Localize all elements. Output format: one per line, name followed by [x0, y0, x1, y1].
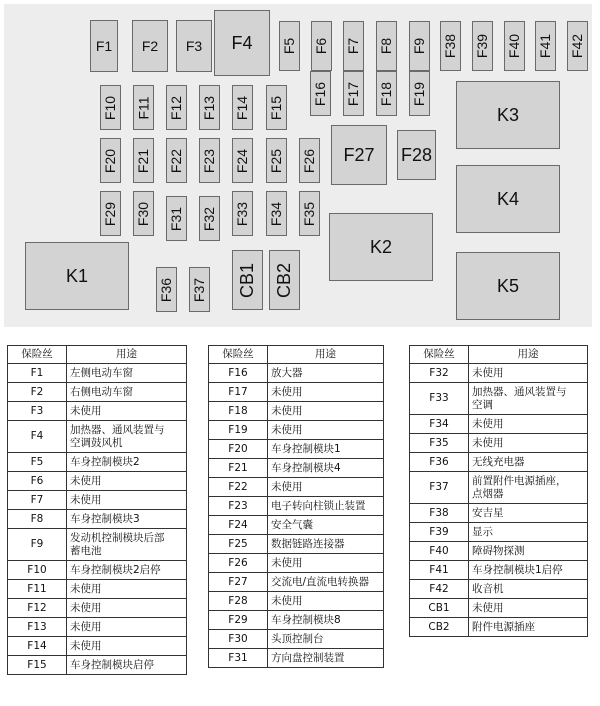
fuse-f42: [567, 21, 588, 71]
fuse-label: F21: [135, 148, 152, 173]
fuse-id-cell: F32: [410, 364, 469, 383]
fuse-id-cell: F20: [209, 440, 268, 459]
fuse-id-cell: F4: [8, 421, 67, 453]
fuse-usage-cell: 未使用: [469, 434, 588, 453]
table-row: [8, 453, 187, 472]
fuse-usage-cell: 前置附件电源插座， 点烟器: [469, 472, 588, 504]
table-row: [410, 561, 588, 580]
fuse-usage-cell: 放大器: [268, 364, 384, 383]
table-row: [209, 649, 384, 668]
fuse-f2: [132, 20, 168, 72]
fuse-id-cell: F8: [8, 510, 67, 529]
fuse-label: F6: [313, 37, 330, 55]
fuse-label: F36: [158, 277, 175, 302]
fuse-f31: [166, 196, 187, 241]
fuse-id-cell: F37: [410, 472, 469, 504]
table-row: [410, 472, 588, 504]
fuse-usage-cell: 车身控制模块1: [268, 440, 384, 459]
fuse-table-3: [409, 345, 588, 637]
fuse-f41: [535, 21, 556, 71]
table-row: [8, 529, 187, 561]
table-row: [209, 459, 384, 478]
fuse-id-cell: F15: [8, 656, 67, 675]
table-row: [209, 573, 384, 592]
fuse-usage-cell: 头顶控制台: [268, 630, 384, 649]
fuse-usage-cell: 发动机控制模块后部 蓄电池: [67, 529, 187, 561]
fuse-label: F5: [281, 37, 298, 55]
fuse-f39: [472, 21, 493, 71]
fuse-usage-cell: 车身控制模块2启停: [67, 561, 187, 580]
fuse-usage-cell: 未使用: [67, 599, 187, 618]
column-header-fuse: 保险丝: [209, 346, 268, 364]
fuse-f17: [343, 71, 364, 116]
fuse-f24: [232, 138, 253, 183]
fuse-f22: [166, 138, 187, 183]
fuse-f10: [100, 85, 121, 130]
fuse-id-cell: F41: [410, 561, 469, 580]
table-row: [8, 561, 187, 580]
fuse-label: CB2: [274, 262, 295, 298]
fuse-f7: [343, 21, 364, 71]
table-row: [209, 592, 384, 611]
fuse-label: F11: [135, 95, 152, 120]
fuse-label: F20: [102, 148, 119, 173]
fuse-label: F7: [345, 37, 362, 55]
fuse-id-cell: F21: [209, 459, 268, 478]
fuse-usage-cell: 安吉星: [469, 504, 588, 523]
column-header-usage: 用途: [268, 346, 384, 364]
fuse-id-cell: F18: [209, 402, 268, 421]
fuse-id-cell: F22: [209, 478, 268, 497]
fuse-label: F30: [135, 201, 152, 226]
fuse-cb1: [232, 250, 263, 310]
fuse-usage-cell: 车身控制模块4: [268, 459, 384, 478]
fuse-label: F1: [95, 38, 113, 54]
fuse-usage-cell: 车身控制模块8: [268, 611, 384, 630]
fuse-usage-cell: 方向盘控制装置: [268, 649, 384, 668]
fuse-f33: [232, 191, 253, 236]
table-row: [8, 656, 187, 675]
relay-label: K2: [369, 236, 393, 257]
table-row: [209, 535, 384, 554]
fuse-label: F31: [168, 206, 185, 231]
fuse-usage-cell: 车身控制模块3: [67, 510, 187, 529]
fuse-id-cell: CB1: [410, 599, 469, 618]
table-row: [209, 554, 384, 573]
fuse-id-cell: F11: [8, 580, 67, 599]
fuse-label: F34: [268, 201, 285, 226]
fuse-usage-cell: 未使用: [469, 415, 588, 434]
relay-label: K5: [496, 275, 520, 296]
fuse-label: F19: [411, 81, 428, 106]
fuse-usage-cell: 未使用: [268, 383, 384, 402]
relay-k1: [25, 242, 129, 310]
fuse-label: F22: [168, 148, 185, 173]
fuse-label: F38: [442, 33, 459, 59]
fuse-usage-cell: 未使用: [268, 592, 384, 611]
fuse-usage-cell: 障碍物探测: [469, 542, 588, 561]
fuse-f1: [90, 20, 118, 72]
table-row: [209, 402, 384, 421]
fuse-label: F35: [301, 201, 318, 226]
fuse-id-cell: F30: [209, 630, 268, 649]
table-row: [8, 510, 187, 529]
fuse-id-cell: F5: [8, 453, 67, 472]
fuse-label: F29: [102, 201, 119, 226]
table-row: [8, 402, 187, 421]
fuse-usage-cell: 右侧电动车窗: [67, 383, 187, 402]
fuse-f4: [214, 10, 270, 76]
table-row: [410, 599, 588, 618]
fuse-id-cell: F12: [8, 599, 67, 618]
table-row: [209, 478, 384, 497]
table-header-row: [8, 346, 187, 364]
relay-k4: [456, 165, 560, 233]
fuse-f14: [232, 85, 253, 130]
fuse-f13: [199, 85, 220, 130]
fuse-usage-cell: 未使用: [67, 637, 187, 656]
fuse-id-cell: F3: [8, 402, 67, 421]
fuse-label: F27: [343, 144, 375, 165]
fuse-f19: [409, 71, 430, 116]
fuse-id-cell: F29: [209, 611, 268, 630]
fuse-f35: [299, 191, 320, 236]
fuse-box-diagram: [4, 4, 592, 327]
table-row: [410, 383, 588, 415]
fuse-f26: [299, 138, 320, 183]
fuse-id-cell: F39: [410, 523, 469, 542]
relay-label: K1: [65, 265, 89, 286]
fuse-label: F13: [201, 95, 218, 120]
fuse-usage-cell: 加热器、通风装置与 空调: [469, 383, 588, 415]
fuse-f8: [376, 21, 397, 71]
fuse-usage-cell: 数据链路连接器: [268, 535, 384, 554]
fuse-f11: [133, 85, 154, 130]
table-row: [8, 618, 187, 637]
fuse-f25: [266, 138, 287, 183]
relay-label: K4: [496, 188, 520, 209]
fuse-f23: [199, 138, 220, 183]
fuse-id-cell: F33: [410, 383, 469, 415]
fuse-id-cell: F6: [8, 472, 67, 491]
fuse-usage-cell: 未使用: [268, 402, 384, 421]
fuse-usage-cell: 未使用: [67, 618, 187, 637]
fuse-label: F9: [411, 37, 428, 55]
fuse-table-1: [7, 345, 187, 675]
fuse-id-cell: F17: [209, 383, 268, 402]
fuse-label: F24: [234, 148, 251, 173]
fuse-id-cell: F25: [209, 535, 268, 554]
table-row: [8, 599, 187, 618]
fuse-id-cell: F1: [8, 364, 67, 383]
fuse-id-cell: F31: [209, 649, 268, 668]
fuse-usage-cell: 显示: [469, 523, 588, 542]
fuse-f18: [376, 71, 397, 116]
fuse-usage-cell: 车身控制模块1启停: [469, 561, 588, 580]
table-row: [410, 504, 588, 523]
fuse-f6: [311, 21, 332, 71]
table-row: [209, 440, 384, 459]
fuse-label: F32: [201, 206, 218, 231]
column-header-fuse: 保险丝: [410, 346, 469, 364]
fuse-f37: [189, 267, 210, 312]
table-row: [8, 364, 187, 383]
table-row: [209, 364, 384, 383]
fuse-label: CB1: [237, 262, 258, 298]
fuse-usage-cell: 收音机: [469, 580, 588, 599]
fuse-usage-cell: 未使用: [67, 491, 187, 510]
fuse-f9: [409, 21, 430, 71]
fuse-f21: [133, 138, 154, 183]
fuse-id-cell: F2: [8, 383, 67, 402]
fuse-usage-cell: 附件电源插座: [469, 618, 588, 637]
fuse-f32: [199, 196, 220, 241]
fuse-label: F17: [345, 81, 362, 106]
fuse-label: F16: [312, 81, 329, 106]
table-row: [209, 611, 384, 630]
fuse-id-cell: CB2: [410, 618, 469, 637]
relay-k2: [329, 213, 433, 281]
fuse-f40: [504, 21, 525, 71]
fuse-id-cell: F42: [410, 580, 469, 599]
table-row: [8, 637, 187, 656]
fuse-id-cell: F9: [8, 529, 67, 561]
table-row: [209, 497, 384, 516]
fuse-f20: [100, 138, 121, 183]
table-row: [410, 542, 588, 561]
fuse-label: F18: [378, 81, 395, 106]
table-header-row: [209, 346, 384, 364]
table-row: [410, 453, 588, 472]
fuse-label: F23: [201, 148, 218, 173]
column-header-usage: 用途: [469, 346, 588, 364]
fuse-id-cell: F24: [209, 516, 268, 535]
fuse-usage-cell: 左侧电动车窗: [67, 364, 187, 383]
fuse-id-cell: F38: [410, 504, 469, 523]
table-row: [410, 523, 588, 542]
fuse-usage-cell: 交流电/直流电转换器: [268, 573, 384, 592]
table-row: [209, 421, 384, 440]
fuse-label: F4: [231, 32, 253, 53]
fuse-usage-cell: 未使用: [469, 364, 588, 383]
fuse-f28: [397, 130, 436, 180]
fuse-id-cell: F34: [410, 415, 469, 434]
fuse-cb2: [269, 250, 300, 310]
fuse-label: F3: [185, 38, 203, 54]
fuse-usage-cell: 安全气囊: [268, 516, 384, 535]
relay-k5: [456, 252, 560, 320]
fuse-id-cell: F14: [8, 637, 67, 656]
relay-k3: [456, 81, 560, 149]
fuse-f12: [166, 85, 187, 130]
relay-label: K3: [496, 104, 520, 125]
fuse-f34: [266, 191, 287, 236]
table-row: [209, 383, 384, 402]
fuse-usage-cell: 加热器、通风装置与 空调鼓风机: [67, 421, 187, 453]
fuse-f3: [176, 20, 212, 72]
fuse-id-cell: F35: [410, 434, 469, 453]
fuse-id-cell: F27: [209, 573, 268, 592]
fuse-label: F42: [569, 33, 586, 59]
fuse-id-cell: F26: [209, 554, 268, 573]
fuse-label: F37: [191, 277, 208, 302]
table-row: [410, 580, 588, 599]
fuse-label: F10: [102, 95, 119, 120]
fuse-label: F12: [168, 95, 185, 120]
fuse-id-cell: F13: [8, 618, 67, 637]
fuse-usage-cell: 未使用: [268, 421, 384, 440]
fuse-usage-cell: 未使用: [268, 478, 384, 497]
table-row: [8, 580, 187, 599]
fuse-label: F28: [400, 144, 433, 165]
table-row: [8, 421, 187, 453]
fuse-f36: [156, 267, 177, 312]
fuse-id-cell: F16: [209, 364, 268, 383]
fuse-f29: [100, 191, 121, 236]
fuse-usage-cell: 电子转向柱锁止装置: [268, 497, 384, 516]
fuse-usage-cell: 无线充电器: [469, 453, 588, 472]
fuse-label: F15: [268, 95, 285, 120]
fuse-usage-cell: 车身控制模块2: [67, 453, 187, 472]
table-row: [8, 491, 187, 510]
fuse-label: F26: [301, 148, 318, 173]
fuse-usage-cell: 未使用: [67, 580, 187, 599]
fuse-label: F41: [537, 33, 554, 59]
table-row: [8, 383, 187, 402]
table-row: [8, 472, 187, 491]
fuse-label: F14: [234, 95, 251, 120]
fuse-usage-cell: 未使用: [67, 472, 187, 491]
fuse-f30: [133, 191, 154, 236]
column-header-usage: 用途: [67, 346, 187, 364]
fuse-usage-cell: 车身控制模块启停: [67, 656, 187, 675]
fuse-id-cell: F23: [209, 497, 268, 516]
fuse-id-cell: F7: [8, 491, 67, 510]
fuse-id-cell: F19: [209, 421, 268, 440]
fuse-label: F39: [474, 33, 491, 59]
fuse-table-2: [208, 345, 384, 668]
fuse-usage-cell: 未使用: [469, 599, 588, 618]
table-row: [410, 364, 588, 383]
fuse-id-cell: F10: [8, 561, 67, 580]
table-row: [209, 630, 384, 649]
fuse-label: F8: [378, 37, 395, 55]
fuse-label: F40: [506, 33, 523, 59]
table-row: [410, 415, 588, 434]
fuse-f27: [331, 125, 387, 185]
fuse-id-cell: F40: [410, 542, 469, 561]
fuse-f38: [440, 21, 461, 71]
fuse-usage-cell: 未使用: [67, 402, 187, 421]
table-row: [410, 434, 588, 453]
fuse-id-cell: F28: [209, 592, 268, 611]
table-header-row: [410, 346, 588, 364]
fuse-label: F25: [268, 148, 285, 173]
fuse-f15: [266, 85, 287, 130]
fuse-f5: [279, 21, 300, 71]
fuse-label: F33: [234, 201, 251, 226]
table-row: [410, 618, 588, 637]
fuse-usage-cell: 未使用: [268, 554, 384, 573]
fuse-f16: [310, 71, 331, 116]
fuse-label: F2: [141, 38, 159, 54]
column-header-fuse: 保险丝: [8, 346, 67, 364]
fuse-id-cell: F36: [410, 453, 469, 472]
table-row: [209, 516, 384, 535]
